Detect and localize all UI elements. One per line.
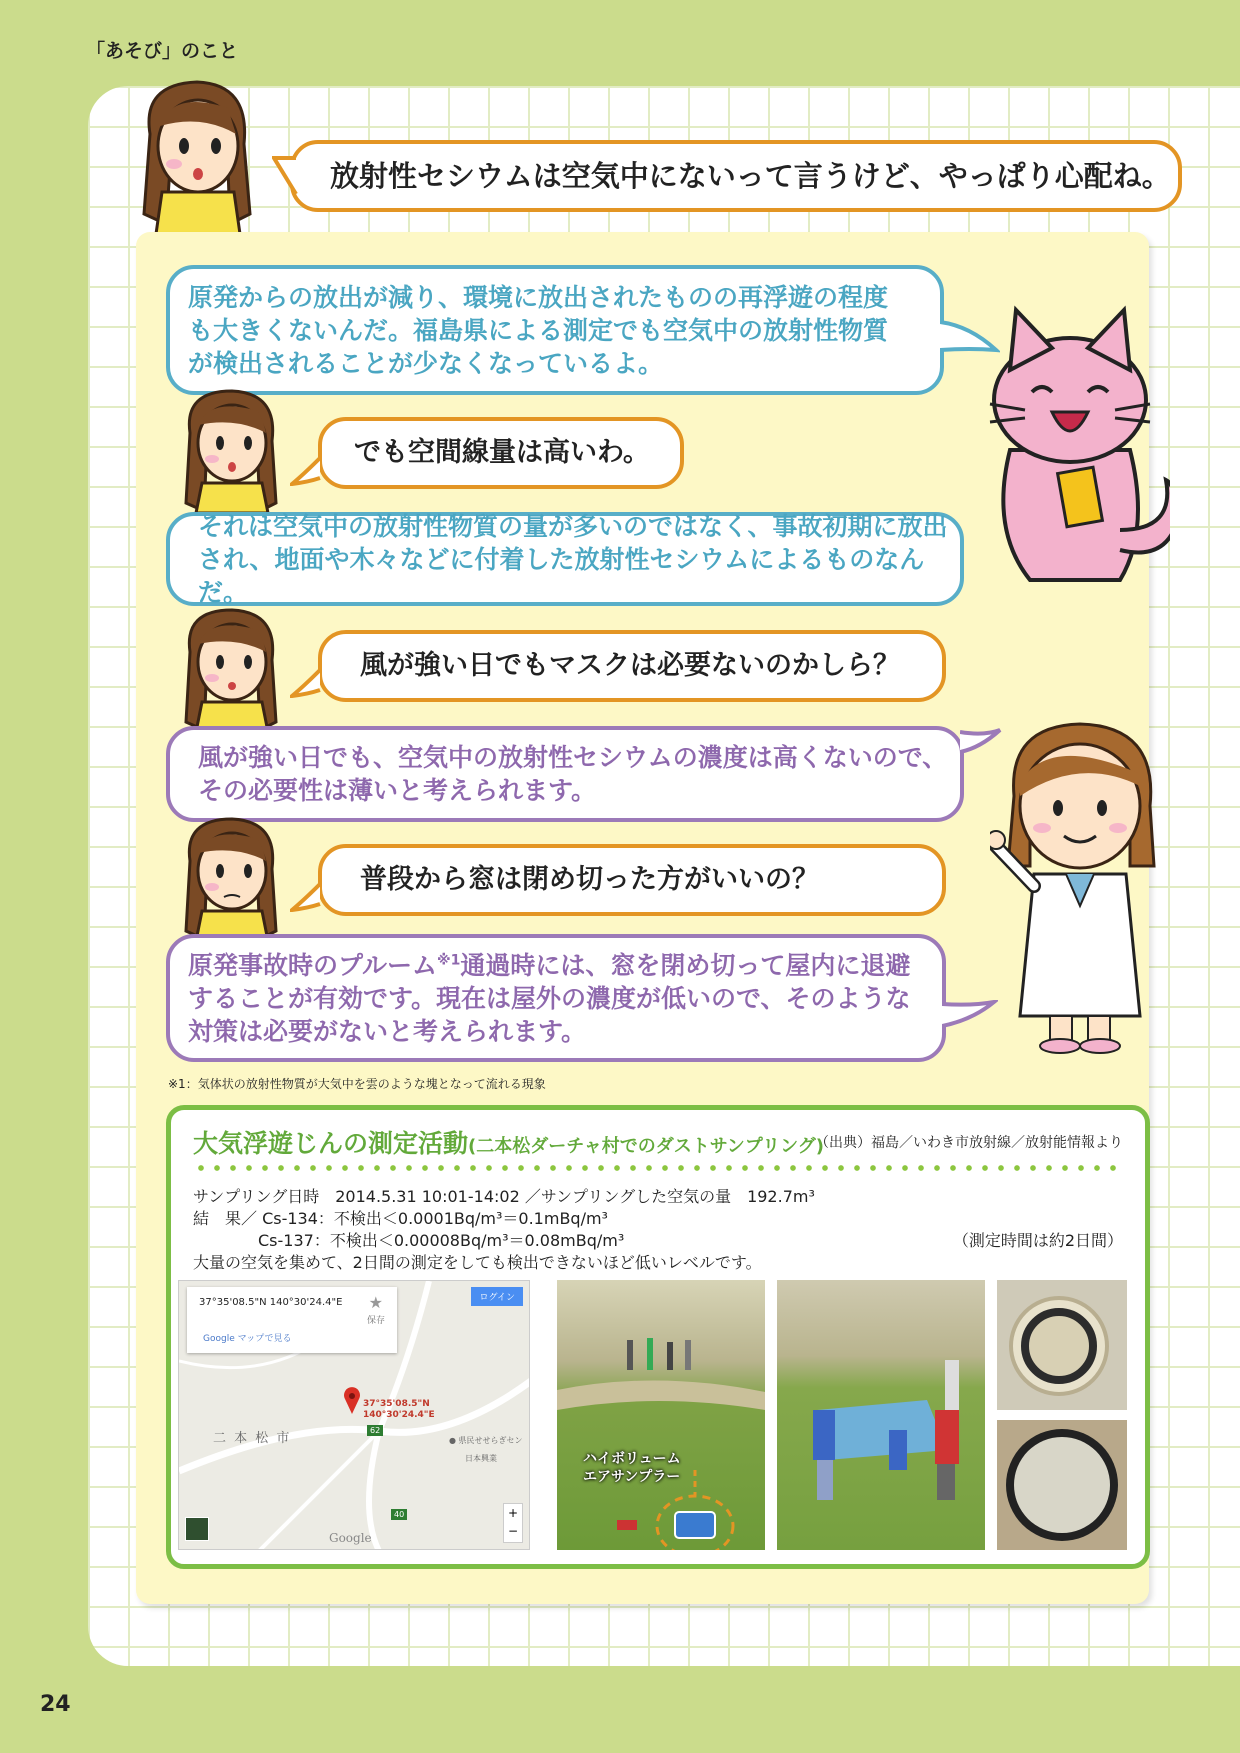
route-62: 62	[367, 1425, 383, 1436]
cat-answer-bubble-2	[166, 512, 964, 606]
question-bubble-3	[318, 630, 946, 702]
map-info-card	[187, 1287, 397, 1353]
result-cs134: 結 果／ Cs-134：不検出＜0.0001Bq/m³＝0.1mBq/m³	[193, 1209, 608, 1228]
filter-disc-icon	[997, 1420, 1127, 1550]
filter-photo-1	[997, 1280, 1127, 1410]
dotted-divider	[193, 1165, 1123, 1171]
filter-holder-icon	[997, 1280, 1127, 1410]
bubble-tail	[290, 456, 322, 486]
question-text-4: 普段から窓は閉め切った方がいいの？	[360, 864, 819, 896]
bubble-tail	[290, 668, 322, 698]
cat-character-icon	[970, 300, 1170, 590]
page-number: 24	[40, 1692, 71, 1717]
place-label: ● 県民せせらぎセン	[449, 1436, 523, 1445]
cat-answer-text-2: それは空気中の放射性物質の量が多いのではなく、事故初期に放出 され、地面や木々などに付着した放射性セシウムによるものなんだ。	[198, 511, 948, 607]
girl-thinking-icon	[176, 385, 286, 513]
girl-character-icon	[132, 74, 262, 234]
girl-character-icon	[176, 604, 286, 732]
girl-thinking-icon	[176, 813, 286, 941]
google-logo: Google	[329, 1531, 372, 1545]
children-photo	[777, 1280, 985, 1550]
place-label: 日本興業	[465, 1454, 497, 1463]
bubble-tail	[272, 156, 298, 196]
doctor-character-icon	[990, 716, 1170, 1056]
satellite-toggle[interactable]	[185, 1517, 209, 1541]
bubble-tail	[942, 1000, 998, 1030]
doctor-answer-text-2	[188, 949, 911, 1048]
pin-label	[363, 1399, 435, 1421]
measurement-duration: （測定時間は約2日間）	[952, 1231, 1123, 1250]
answer-text-prefix: 原発事故時のプルーム	[188, 950, 438, 980]
question-bubble-2	[318, 417, 684, 489]
source-note: （出典）福島／いわき市放射線／放射能情報より	[815, 1135, 1123, 1151]
map-coords: 37°35'08.5"N 140°30'24.4"E	[199, 1297, 343, 1308]
star-icon[interactable]: ★	[368, 1293, 383, 1312]
filter-photo-2	[997, 1420, 1127, 1550]
cat-answer-text-1: 原発からの放出が減り、環境に放出されたものの再浮遊の程度 も大きくないんだ。福島県による測定でも空気中の放射性物質 が検出されることが少なくなっているよ。	[188, 282, 889, 378]
pin-label-lng: 140°30'24.4"E	[363, 1409, 435, 1420]
location-map	[178, 1280, 530, 1550]
dust-sampling-box	[166, 1105, 1150, 1569]
cat-answer-bubble-1	[166, 265, 944, 395]
footnote: ※1：気体状の放射性物質が大気中を雲のような塊となって流れる現象	[168, 1077, 546, 1091]
box-subtitle: (二本松ダーチャ村でのダストサンプリング)	[468, 1136, 824, 1157]
section-label: 「あそび」のこと	[86, 40, 239, 62]
save-label[interactable]: 保存	[366, 1316, 385, 1326]
route-40: 40	[391, 1509, 407, 1520]
doctor-answer-bubble-2	[166, 934, 946, 1062]
doctor-answer-bubble-1	[166, 726, 964, 822]
children-scene	[777, 1280, 985, 1550]
result-cs137: Cs-137：不検出＜0.00008Bq/m³＝0.08mBq/m³	[258, 1231, 625, 1250]
question-bubble-4	[318, 844, 946, 916]
doctor-answer-text-1: 風が強い日でも、空気中の放射性セシウムの濃度は高くないので、 その必要性は薄いと考えられます。	[198, 743, 948, 805]
map-pin-icon	[343, 1387, 361, 1415]
login-button[interactable]: ログイン	[471, 1287, 523, 1306]
box-title-text: 大気浮遊じんの測定活動	[193, 1129, 469, 1158]
pin-label-lat: 37°35'08.5"N	[363, 1399, 430, 1409]
conclusion: 大量の空気を集めて、2日間の測定をしても検出できないほど低いレベルです。	[193, 1253, 762, 1272]
bubble-tail	[290, 882, 322, 912]
question-text-3: 風が強い日でもマスクは必要ないのかしら？	[360, 650, 900, 682]
question-bubble-1	[290, 140, 1182, 212]
question-text-2: でも空間線量は高いわ。	[354, 437, 650, 469]
zoom-in-button[interactable]: +	[507, 1506, 519, 1520]
question-text-1: 放射性セシウムは空気中にないって言うけど、やっぱり心配ね。	[330, 158, 1171, 193]
google-maps-link[interactable]: Google マップで見る	[203, 1334, 292, 1344]
footnote-marker: ※1	[437, 952, 461, 969]
city-label: 二 本 松 市	[213, 1431, 292, 1446]
sampling-info: サンプリング日時 2014.5.31 10:01-14:02 ／サンプリングした空気の量 192.7m³	[193, 1187, 815, 1206]
box-title	[193, 1124, 824, 1160]
answer-text-rest: 通過時には、窓を閉め切って屋内に退避 することが有効です。現在は屋外の濃度が低いので、そのような 対策は必要がないと考えられます。	[188, 950, 911, 1046]
zoom-out-button[interactable]: −	[507, 1524, 519, 1538]
sampler-caption: ハイボリューム エアサンプラー	[583, 1451, 681, 1486]
zoom-control	[503, 1503, 523, 1543]
field-scene	[557, 1280, 765, 1550]
field-photo	[557, 1280, 765, 1550]
